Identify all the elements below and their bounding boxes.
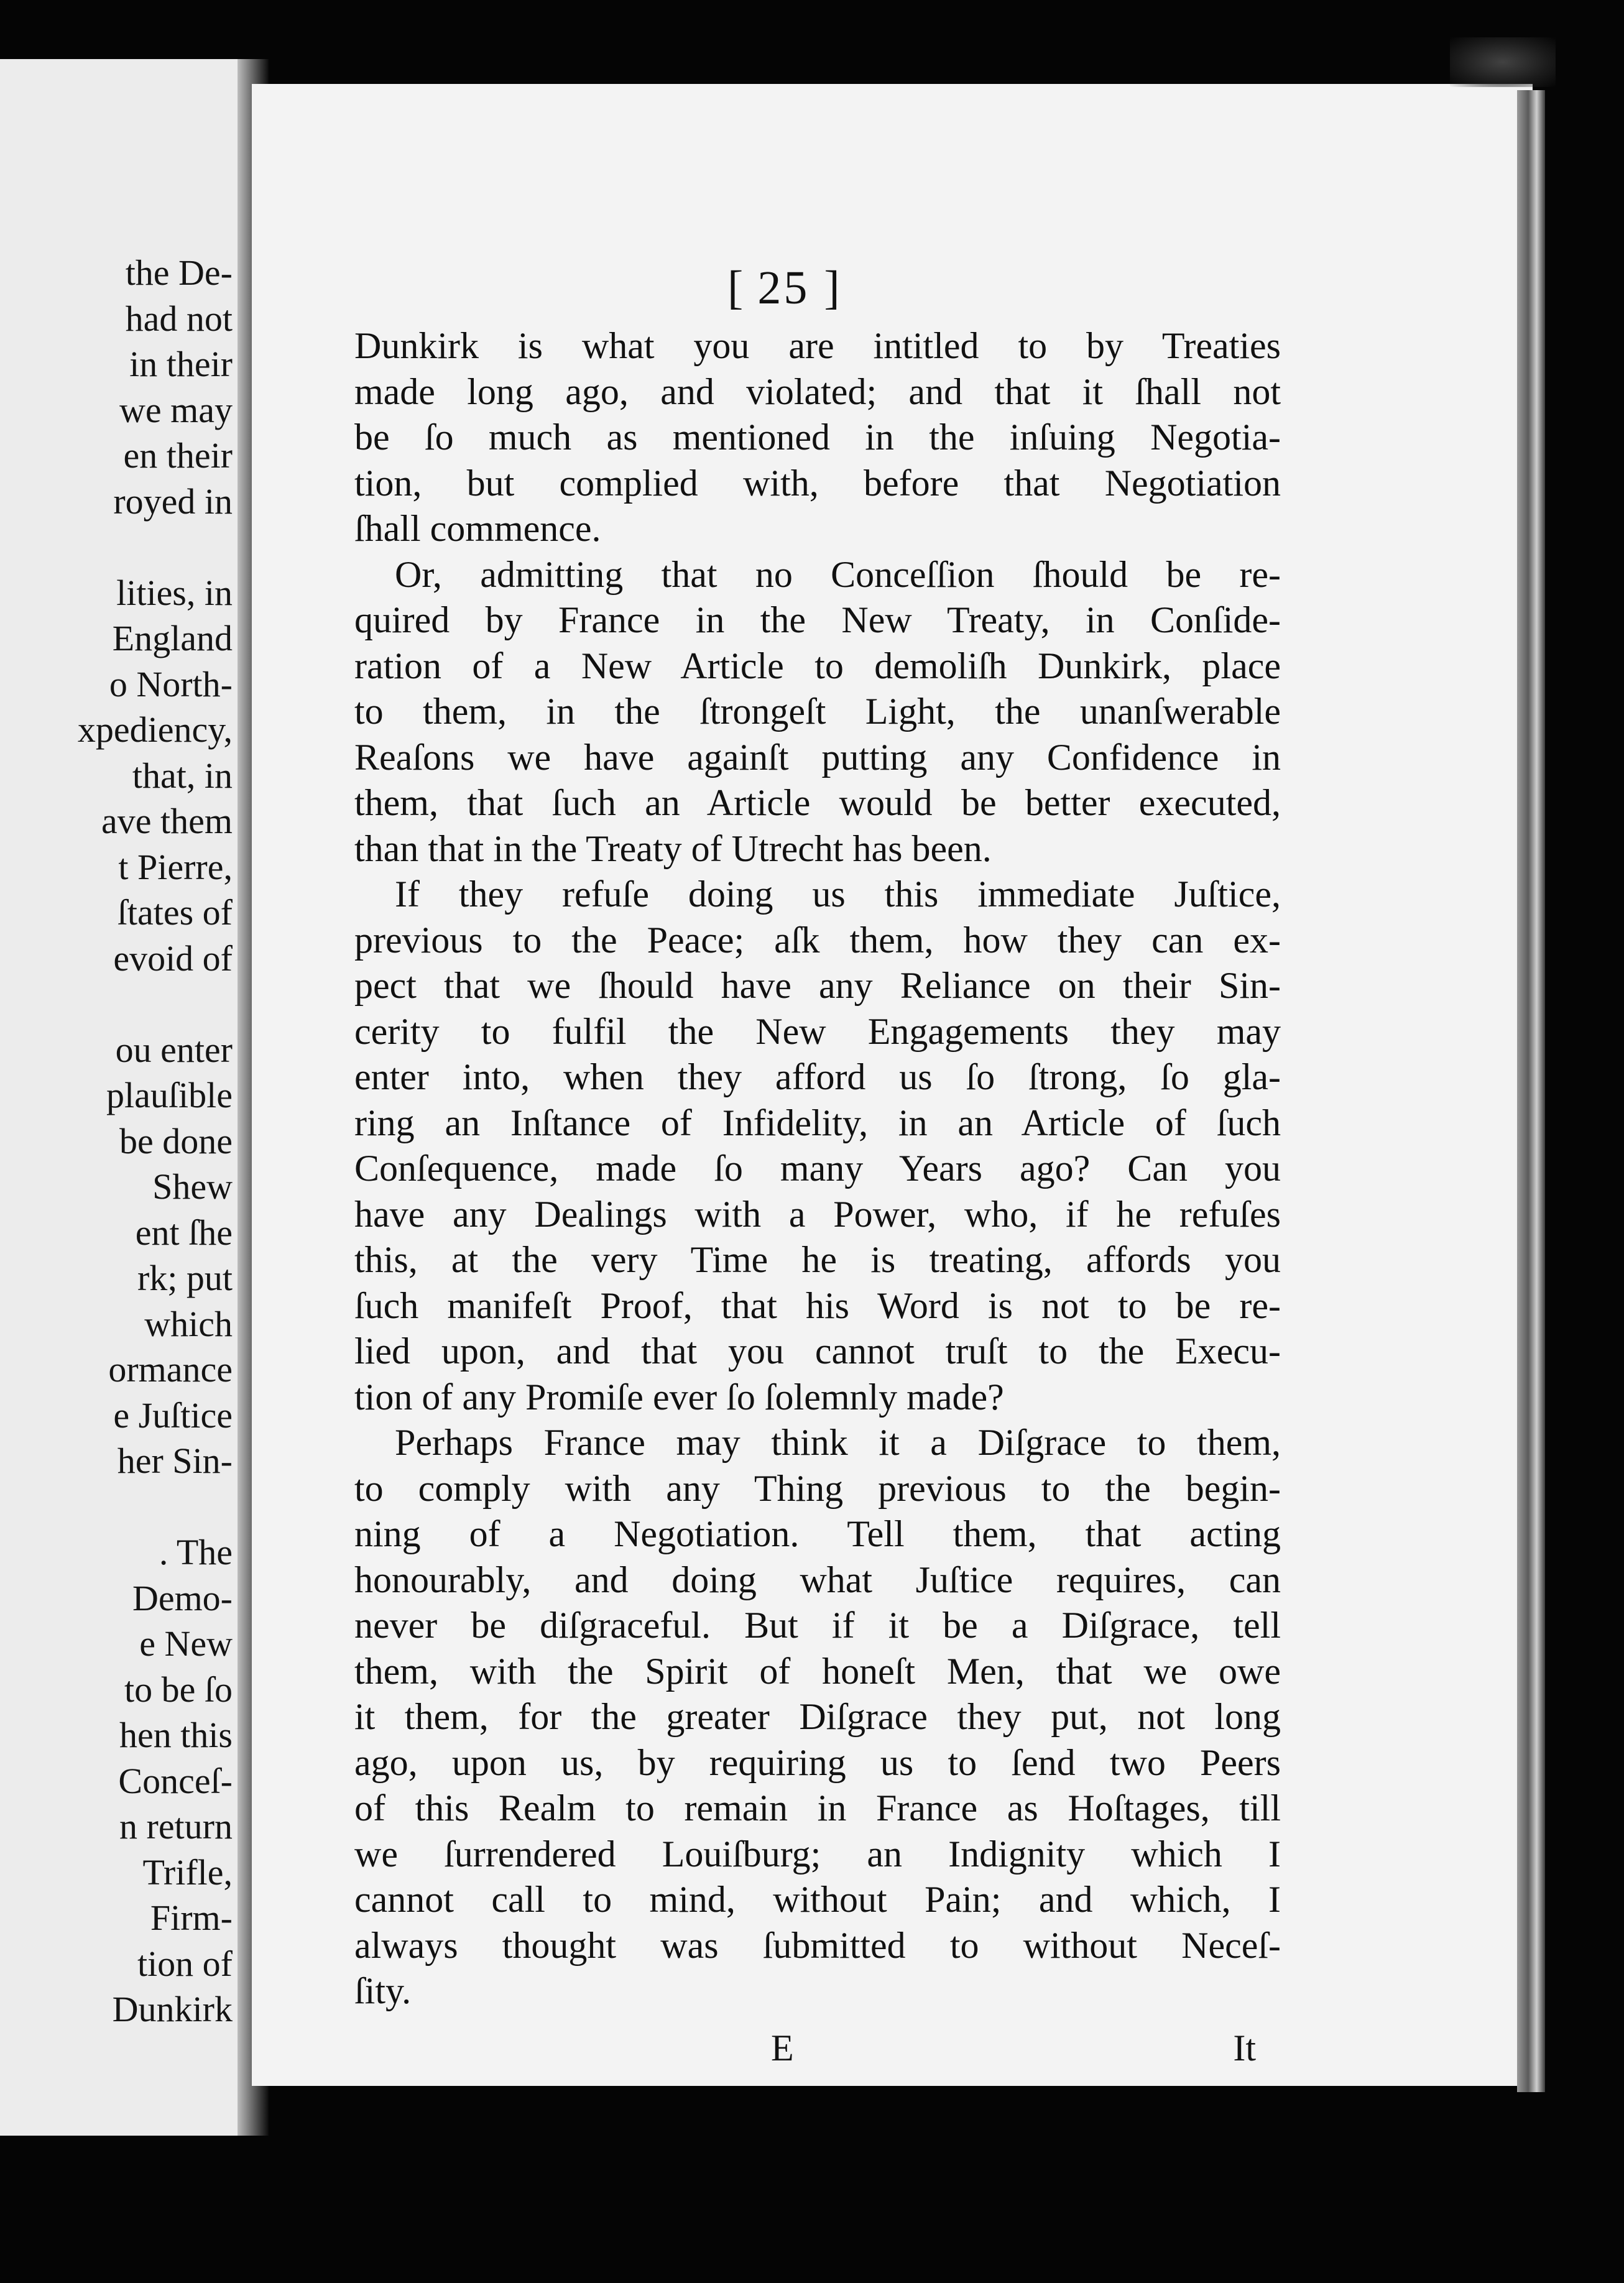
text-line: tion, but complied with, before that Negotiation bbox=[354, 462, 1281, 504]
left-page-line: ſtates of bbox=[117, 892, 233, 933]
text-line: Conſequence, made ſo many Years ago? Can you bbox=[354, 1148, 1281, 1189]
left-page-line: lities, in bbox=[116, 572, 233, 613]
left-page-line: ou enter bbox=[115, 1029, 233, 1070]
left-page-line: rk; put bbox=[137, 1258, 233, 1298]
text-line: ſuch manifeſt Proof, that his Word is not to be re- bbox=[354, 1284, 1281, 1326]
text-line: ration of a New Article to demoliſh Dunkirk, place bbox=[354, 645, 1281, 686]
page-number-open-bracket: [ bbox=[727, 262, 744, 314]
left-page-line: the De- bbox=[125, 252, 233, 293]
left-page-line: plauſible bbox=[106, 1075, 233, 1115]
text-line: cerity to fulfil the New Engagements they may bbox=[354, 1010, 1281, 1052]
text-line: this, at the very Time he is treating, affords you bbox=[354, 1239, 1281, 1280]
text-line: Reaſons we have againſt putting any Confidence in bbox=[354, 736, 1281, 778]
text-line: always thought was ſubmitted to without Neceſ- bbox=[354, 1924, 1281, 1966]
text-line: ſhall commence. bbox=[354, 508, 601, 549]
left-page-line: hen this bbox=[119, 1715, 233, 1755]
left-page-line: ave them bbox=[101, 801, 233, 841]
page-number-close-bracket: ] bbox=[824, 262, 840, 314]
text-line: honourably, and doing what Juſtice requires, can bbox=[354, 1559, 1281, 1600]
text-line: them, with the Spirit of honeſt Men, that we owe bbox=[354, 1650, 1281, 1692]
left-page-line: Trifle, bbox=[142, 1852, 233, 1893]
left-page-line: ormance bbox=[108, 1349, 233, 1390]
text-line: cannot call to mind, without Pain; and which, I bbox=[354, 1879, 1281, 1920]
signature-mark: E bbox=[771, 2027, 794, 2069]
body-text bbox=[354, 323, 1281, 2014]
left-page-line: t Pierre, bbox=[118, 846, 233, 887]
left-page-line: royed in bbox=[113, 481, 233, 522]
left-page-line: ent ſhe bbox=[135, 1212, 233, 1253]
page-number-value: 25 bbox=[757, 262, 810, 314]
left-page-line: we may bbox=[119, 389, 233, 430]
left-page-line: o North- bbox=[109, 663, 233, 704]
left-page-line: Firm- bbox=[150, 1898, 233, 1938]
text-line: ring an Inſtance of Infidelity, in an Article of ſuch bbox=[354, 1102, 1281, 1143]
text-line: have any Dealings with a Power, who, if he refuſes bbox=[354, 1193, 1281, 1235]
left-page bbox=[0, 59, 238, 2136]
text-line: pect that we ſhould have any Reliance on their Sin- bbox=[354, 965, 1281, 1006]
left-page-line: e Juſtice bbox=[113, 1395, 233, 1436]
text-line: never be diſgraceful. But if it be a Diſgrace, tell bbox=[354, 1605, 1281, 1646]
left-page-line: in their bbox=[129, 344, 233, 384]
text-line: of this Realm to remain in France as Hoſtages, till bbox=[354, 1787, 1281, 1829]
text-line: enter into, when they afford us ſo ſtrong, ſo gla- bbox=[354, 1056, 1281, 1097]
text-line: to them, in the ſtrongeſt Light, the unanſwerable bbox=[354, 691, 1281, 732]
left-page-line: which bbox=[144, 1303, 233, 1344]
text-line: Dunkirk is what you are intitled to by Treaties bbox=[354, 325, 1281, 366]
left-page-line: xpediency, bbox=[77, 709, 233, 750]
left-page-line: Dunkirk bbox=[112, 1989, 233, 2029]
text-line: we ſurrendered Louiſburg; an Indignity which I bbox=[354, 1833, 1281, 1875]
text-line: tion of any Promiſe ever ſo ſolemnly made? bbox=[354, 1376, 1004, 1418]
left-page-line: her Sin- bbox=[117, 1441, 233, 1481]
text-line: Perhaps France may think it a Diſgrace to them, bbox=[395, 1422, 1281, 1463]
text-line: previous to the Peace; aſk them, how they can ex- bbox=[354, 919, 1281, 961]
left-page-line: England bbox=[112, 618, 233, 658]
left-page-line: that, in bbox=[132, 755, 233, 796]
text-line: lied upon, and that you cannot truſt to the Execu- bbox=[354, 1331, 1281, 1372]
left-page-line: . The bbox=[159, 1532, 233, 1572]
text-line: to comply with any Thing previous to the begin- bbox=[354, 1467, 1281, 1509]
left-page-line: had not bbox=[125, 298, 233, 339]
left-page-line: Shew bbox=[152, 1166, 233, 1207]
left-page-line: be done bbox=[119, 1120, 233, 1161]
left-page-line: n return bbox=[119, 1806, 233, 1847]
text-line: than that in the Treaty of Utrecht has been. bbox=[354, 828, 992, 869]
text-line: ning of a Negotiation. Tell them, that acting bbox=[354, 1513, 1281, 1554]
catchword: It bbox=[1233, 2027, 1256, 2069]
text-line: ſity. bbox=[354, 1970, 412, 2011]
text-line: be ſo much as mentioned in the inſuing Negotia- bbox=[354, 417, 1281, 458]
text-line: quired by France in the New Treaty, in Conſide- bbox=[354, 599, 1281, 640]
page-number bbox=[727, 261, 840, 315]
page-edge bbox=[1517, 90, 1545, 2092]
text-line: it them, for the greater Diſgrace they put, not long bbox=[354, 1696, 1281, 1737]
text-line: ago, upon us, by requiring us to ſend two Peers bbox=[354, 1741, 1281, 1783]
left-page-line: to be ſo bbox=[124, 1669, 233, 1710]
left-page-line: Demo- bbox=[132, 1577, 233, 1618]
left-page-line: en their bbox=[123, 435, 233, 476]
left-page-line: e New bbox=[139, 1623, 233, 1664]
left-page-line: tion of bbox=[137, 1943, 233, 1984]
text-line: them, that ſuch an Article would be better executed, bbox=[354, 782, 1281, 823]
left-page-line: evoid of bbox=[113, 938, 233, 979]
left-page-line: Conceſ- bbox=[118, 1760, 233, 1801]
corner-smudge bbox=[1450, 37, 1556, 87]
text-line: Or, admitting that no Conceſſion ſhould be re- bbox=[395, 553, 1281, 595]
text-line: made long ago, and violated; and that it ſhall not bbox=[354, 371, 1281, 412]
text-line: If they refuſe doing us this immediate Juſtice, bbox=[395, 874, 1281, 915]
